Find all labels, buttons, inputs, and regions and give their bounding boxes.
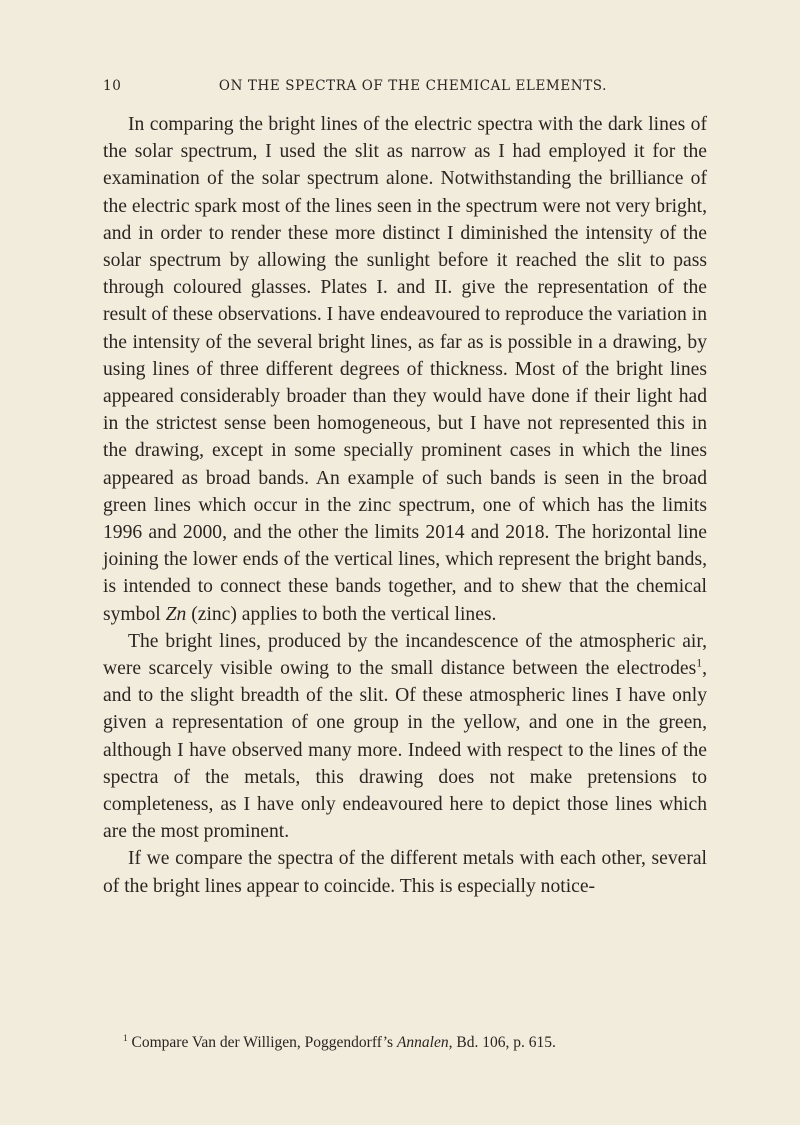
body-text: [103, 111, 707, 900]
footnote: [103, 1033, 707, 1053]
paragraph-2: [103, 628, 707, 846]
running-head: [103, 78, 705, 98]
running-title: ON THE SPECTRA OF THE CHEMICAL ELEMENTS.: [218, 78, 608, 94]
footnote-text-b: Bd. 106, p. 615.: [456, 1034, 556, 1051]
paragraph-1: [103, 111, 707, 628]
paragraph-1-text-b: (zinc) applies to both the vertical lines.: [191, 603, 497, 625]
footnote-journal: Annalen,: [396, 1034, 453, 1051]
paragraph-1-text-a: In comparing the bright lines of the electric spectra with the dark lines of the solar spectrum, I used the slit as narrow as I had employed it for the examination of the solar spectrum alone. Notwithstanding the brilliance of the electric spark most of the lines seen in the spectrum were not very bright, and in order to render these more distinct I diminished the intensity of the solar spectrum by allowing the sunlight before it reached the slit to pass through coloured glasses. Plates I. and II. give the representation of the result of these observations. I have endeavoured to reproduce the variation in the intensity of the several bright lines, as far as is possible in a drawing, by using lines of three different degrees of thickness. Most of the bright lines appeared considerably broader than they would have done if their light had in the strictest sense been homogeneous, but I have not represented this in the drawing, except in some specially prominent cases in which the lines appeared as broad bands. An example of such bands is seen in the broad green lines which occur in the zinc spectrum, one of which has the limits 1996 and 2000, and the other the limits 2014 and 2018. The horizontal line joining the lower ends of the vertical lines, which represent the bright bands, is intended to connect these bands together, and to shew that the chemical symbol: [103, 114, 707, 625]
chemical-symbol-zn: Zn: [165, 603, 187, 625]
footnote-mark: 1: [123, 1033, 128, 1044]
paragraph-3-text: If we compare the spectra of the different metals with each other, several of the bright lines appear to coincide. This is especially notice-: [103, 848, 707, 897]
paragraph-2-text-b: , and to the slight breadth of the slit. Of these atmospheric lines I have only given a representation of one group in the yellow, and one in the green, although I have observed many more. Indeed with respect to the lines of the spectra of the metals, this drawing does not make pretensions to completeness, as I have only endeavoured here to depict those lines which are the most prominent.: [103, 658, 707, 843]
footnote-text-a: Compare Van der Willigen, Poggendorff’s: [131, 1034, 394, 1051]
paragraph-3: [103, 845, 707, 899]
paragraph-2-text-a: The bright lines, produced by the incandescence of the atmospheric air, were scarcely visible owing to the small distance between the electrodes: [103, 630, 707, 680]
page-number: 10: [103, 78, 122, 94]
footnote-reference[interactable]: 1: [696, 656, 703, 670]
